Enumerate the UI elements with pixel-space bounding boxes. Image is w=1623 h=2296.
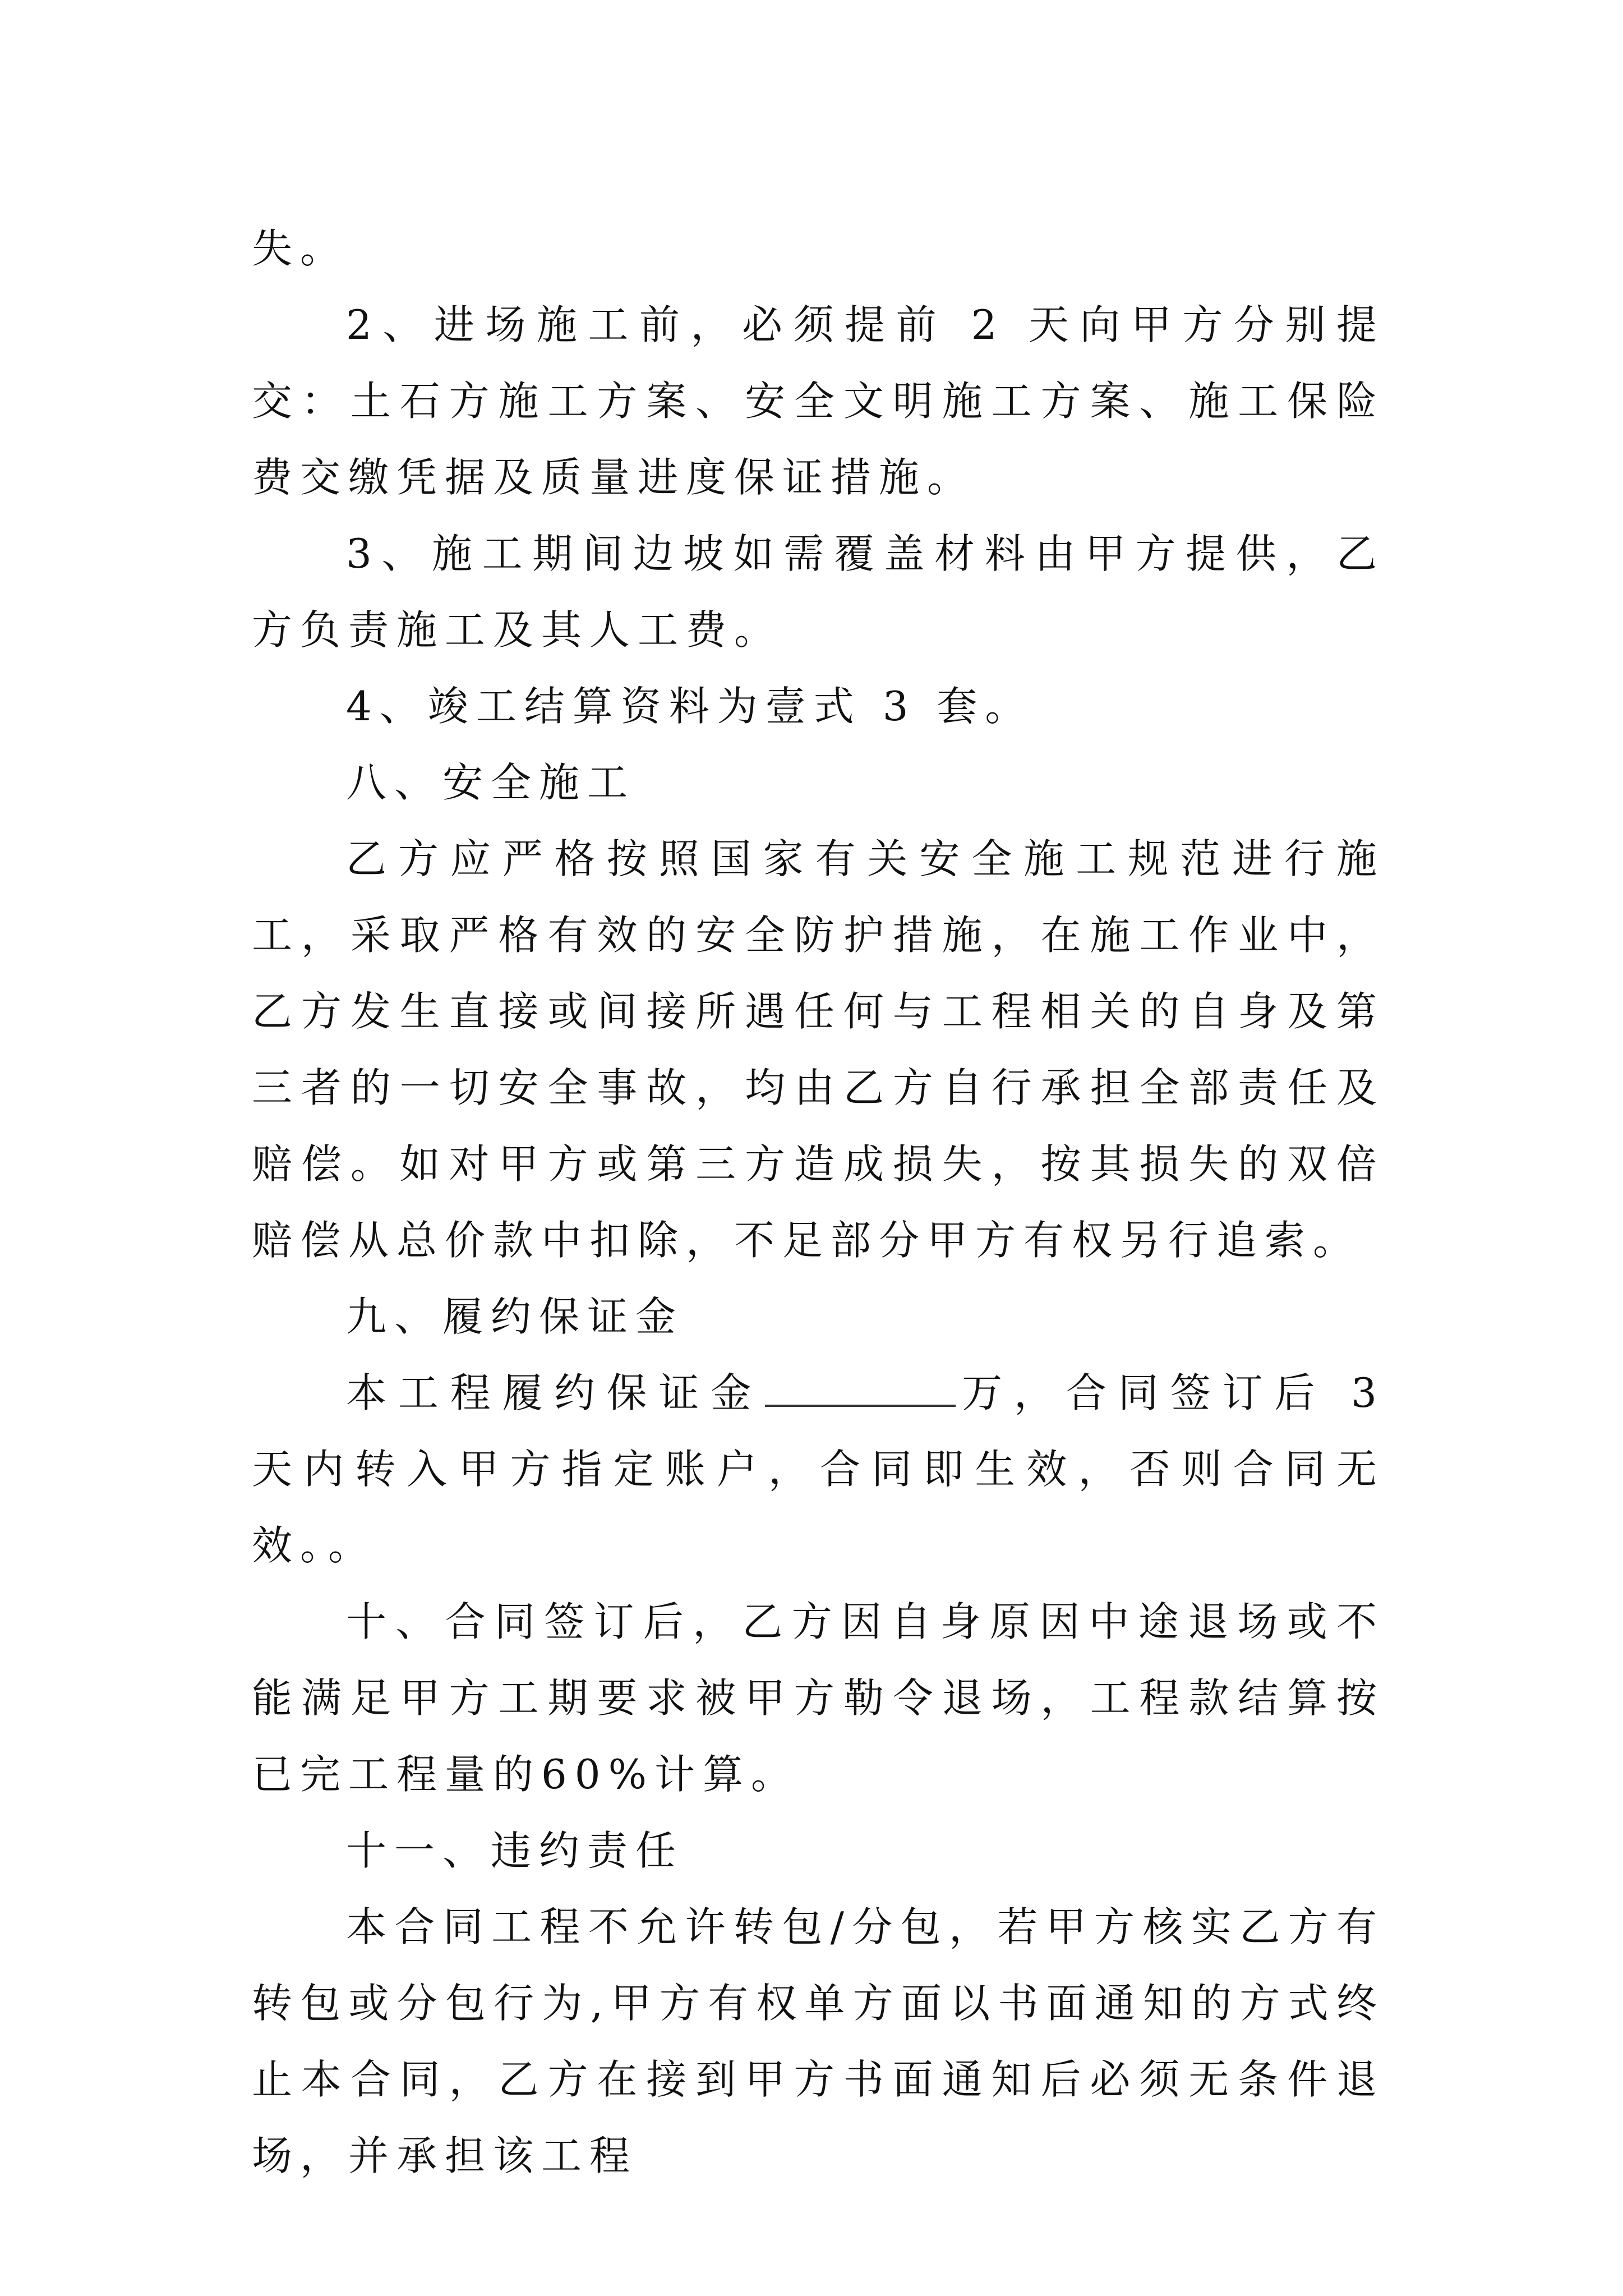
paragraph-deposit [252, 1355, 1385, 1584]
paragraph-clause-2: 2、进场施工前，必须提前 2 天向甲方分别提交：土石方施工方案、安全文明施工方案、施工保险费交缴凭据及质量进度保证措施。 [252, 301, 1385, 501]
paragraph-breach: 本合同工程不允许转包/分包，若甲方核实乙方有转包或分包行为,甲方有权单方面以书面通知的方式终止本合同，乙方在接到甲方书面通知后必须无条件退场，并承担该工程 [252, 1903, 1385, 2179]
paragraph-clause-4: 4、竣工结算资料为壹式 3 套。 [346, 683, 1034, 730]
deposit-text-before: 本工程履约保证金 [346, 1369, 763, 1416]
document-body [252, 210, 1385, 2194]
section-heading-safety: 八、安全施工 [346, 759, 636, 806]
section-heading-deposit: 九、履约保证金 [346, 1293, 684, 1340]
paragraph-clause-10: 十、合同签订后，乙方因自身原因中途退场或不能满足甲方工期要求被甲方勒令退场，工程款结算按已完工程量的60%计算。 [252, 1598, 1385, 1798]
paragraph-continuation: 失。 [252, 225, 349, 272]
deposit-text-after: 万，合同签订后 3 天内转入甲方指定账户，合同即生效，否则合同无效。。 [252, 1369, 1385, 1569]
paragraph-safety: 乙方应严格按照国家有关安全施工规范进行施工，采取严格有效的安全防护措施，在施工作业中，乙方发生直接或间接所遇任何与工程相关的自身及第三者的一切安全事故，均由乙方自行承担全部责任及赔偿。如对甲方或第三方造成损失，按其损失的双倍赔偿从总价款中扣除，不足部分甲方有权另行追索。 [252, 835, 1385, 1264]
paragraph-clause-3: 3、施工期间边坡如需覆盖材料由甲方提供，乙方负责施工及其人工费。 [252, 530, 1385, 654]
section-heading-breach: 十一、违约责任 [346, 1827, 684, 1874]
deposit-amount-blank [765, 1371, 956, 1407]
